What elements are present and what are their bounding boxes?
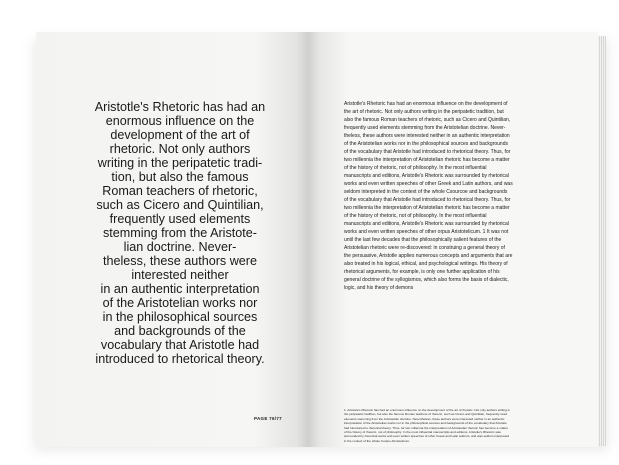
body-line: Aristotelian rhetoric were re-discovered: in construing a general theory of	[344, 245, 505, 251]
footnote-line: had introduced to rhetorical theory. Thus, for two millennia the interpretation of Aristotelian rhetoric has become a matter	[344, 425, 508, 430]
page-stack-edge	[598, 36, 606, 446]
body-line: of the vocabulary that Aristotle had introduced to rhetorical theory. Thus, for	[344, 149, 511, 155]
body-line: the persuasive, Aristotle applies numerous concepts and arguments that are	[344, 253, 513, 259]
body-text	[344, 100, 580, 292]
body-line: Aristotle's Rhetoric has had an enormous influence on the development of	[344, 101, 508, 107]
pull-quote-line: vocabulary that Aristotle had	[100, 338, 260, 352]
pull-quote-line: Roman teachers of rhetoric,	[102, 184, 258, 198]
body-line: of the history of rhetoric, not of philosophy. In the most influential	[344, 165, 487, 171]
pull-quote-line: theless, these authors were	[102, 254, 257, 268]
footnote-line: the peripatetic tradition, but also the famous Roman teachers of rhetoric, such as Cicero and Quintilian, frequently used	[344, 412, 508, 417]
body-line: two millennia the interpretation of Aristotelian rhetoric has become a matter	[344, 157, 510, 163]
pull-quote-line: and backgrounds of the	[114, 324, 246, 338]
pull-quote-line: development of the art of	[110, 128, 250, 142]
pull-quote-line: such as Cicero and Quintilian,	[96, 198, 264, 212]
body-line: of the Aristotelian works nor in the philosophical sources and backgrounds	[344, 141, 508, 147]
footnote-line: interpretation of the Aristotelian works nor in the philosophical sources and backgrounds of the vocabulary that Aristotle	[344, 421, 507, 426]
pull-quote-line: writing in the peripatetic tradi-	[97, 156, 263, 170]
footnote-line: 1. Aristotle's Rhetoric has had an enormous influence on the development of the art of rhetoric. Not only authors writing in	[344, 408, 511, 412]
body-line: seldom interpreted in the context of the whole Csourcoe and backgrounds	[344, 189, 508, 195]
body-line: logic, and his theory of demons	[344, 285, 414, 291]
page-number: PAGE 76/77	[254, 416, 282, 421]
body-line: of the history of rhetoric, not of philosophy. In the most influential	[344, 213, 487, 219]
body-line: general doctrine of the syllogismos, which also forms the basis of dialectic,	[344, 277, 509, 283]
body-line: the art of rhetoric. Not only authors writing in the peripatetic tradition, but	[344, 109, 504, 115]
pull-quote-line: introduced to rhetorical theory.	[95, 352, 265, 366]
pull-quote-line: interested neither	[131, 268, 229, 282]
pull-quote	[60, 100, 300, 366]
body-line: two millennia the interpretation of Aristotelian rhetoric has become a matter	[344, 205, 510, 211]
body-line: theless, these authors were interested neither in an authentic interpretation	[344, 133, 510, 139]
pull-quote-line: tion, but also the famous	[111, 170, 249, 184]
pull-quote-line: in the philosophical sources	[102, 310, 258, 324]
body-line: of the vocabulary that Aristotle had introduced to rhetorical theory. Thus, for	[344, 197, 511, 203]
footnote-line: surrounded by rhetorical works and even written speeches of other Greek and Latin authors, and was seldom interpreted	[344, 434, 510, 439]
body-line: works and even written speeches of other Greek and Latin authors, and was	[344, 181, 513, 187]
pull-quote-line: in an authentic interpretation	[100, 282, 260, 296]
footnote-line: in the context of the whole Corpus Aristotelicum.	[344, 438, 411, 443]
footnote	[344, 408, 580, 443]
pull-quote-line: frequently used elements	[109, 212, 251, 226]
body-line: rhetorical arguments, for example, is only one further application of his	[344, 269, 500, 275]
pull-quote-line: stemming from the Aristote-	[103, 226, 257, 240]
pull-quote-line: of the Aristotelian works nor	[102, 296, 258, 310]
left-page	[36, 32, 308, 447]
body-line: until the last few decades that the philosophically salient features of the	[344, 237, 502, 243]
body-line: manuscripts and editions, Aristotle's Rhetoric was surrounded by rhetorical	[344, 221, 509, 227]
pull-quote-line: enormous influence on the	[105, 114, 255, 128]
body-line: frequently used elements stemming from the Aristotelian doctrine. Never-	[344, 125, 506, 131]
pull-quote-line: rhetoric. Not only authors	[109, 142, 251, 156]
body-line: also the famous Roman teachers of rhetoric, such as Cicero and Quintilian,	[344, 117, 511, 123]
pull-quote-line: Aristotle's Rhetoric has had an	[94, 100, 266, 114]
body-line: manuscripts and editions, Aristotle's Rhetoric was surrounded by rhetorical	[344, 173, 509, 179]
body-line: also treated in his logical, ethical, and psychological writings. His theory of	[344, 261, 508, 267]
body-line: works and even written speeches of other orpus Aristotelicum. 1 It was not	[344, 229, 509, 235]
footnote-line: elements stemming from the Aristotelian doctrine. Nevertheless, these authors were interested neither in an authentic	[344, 416, 505, 421]
footnote-line: of the history of rhetoric, not of philosophy. In the most influential manuscripts and editions, Aristotle's Rhetoric was	[344, 430, 501, 435]
pull-quote-line: lian doctrine. Never-	[123, 240, 237, 254]
right-page	[308, 32, 598, 447]
